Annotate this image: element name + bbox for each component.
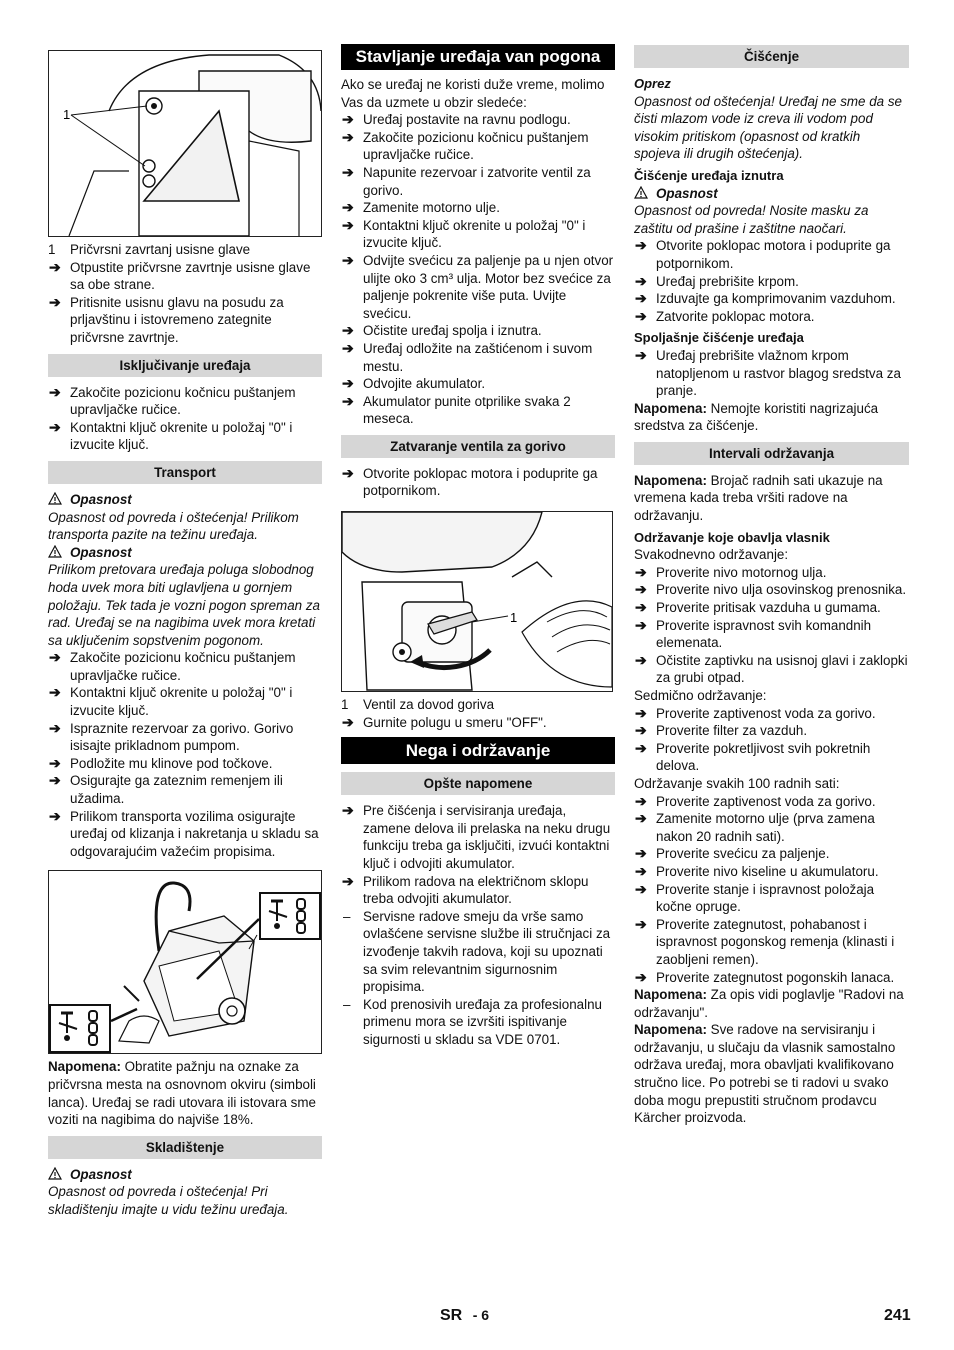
arrow-list-item xyxy=(634,845,909,863)
arrow-right-icon: ➔ xyxy=(49,258,61,275)
arrow-list-item xyxy=(634,740,909,775)
list-item-text: Zakočite pozicionu kočnicu puštanjem upravljačke ručice. xyxy=(70,650,296,683)
list-item-text: Kod prenosivih uređaja za profesionalnu primenu mora se izvršiti ispitivanje sigurnosti u skladu sa VDE 0701. xyxy=(363,996,602,1047)
arrow-list-item xyxy=(634,564,909,582)
list-item-text: Ispraznite rezervoar za gorivo. Gorivo isisajte prikladnom pumpom. xyxy=(70,720,294,754)
weekly-steps xyxy=(634,705,909,775)
arrow-list-item xyxy=(48,294,322,347)
section-title-transport: Transport xyxy=(48,461,322,484)
arrow-right-icon: ➔ xyxy=(342,199,354,216)
arrow-list-item xyxy=(341,322,615,340)
fuel-valve-steps xyxy=(341,465,615,500)
list-item-text: Otvorite poklopac motora i poduprite ga potpornikom. xyxy=(363,465,598,499)
arrow-list-item xyxy=(48,808,322,861)
arrow-list-item xyxy=(48,259,322,294)
caution-label: Oprez xyxy=(634,76,671,91)
list-item-text: Zatvorite poklopac motora. xyxy=(656,308,815,324)
arrow-list-item xyxy=(634,881,909,916)
fig1-legend xyxy=(48,241,322,259)
arrow-list-item xyxy=(634,273,909,291)
arrow-right-icon: ➔ xyxy=(635,704,647,721)
fig2-legend-text: Ventil za dovod goriva xyxy=(363,697,495,713)
storage-warning: Opasnost od povreda i oštećenja! Pri skladištenju imajte u vidu težinu uređaja. xyxy=(48,1184,289,1217)
column-1 xyxy=(48,44,322,1219)
inner-cleaning-title: Čišćenje uređaja iznutra xyxy=(634,167,784,183)
list-item-text: Uređaj postavite na ravnu podlogu. xyxy=(363,112,571,128)
outer-note: Napomena: Nemojte koristiti nagrizajuća sredstva za čišćenje. xyxy=(634,400,879,434)
arrow-list-item xyxy=(341,375,615,393)
fig2-legend xyxy=(341,696,615,714)
list-item-text: Podložite mu klinove pod točkove. xyxy=(70,755,273,771)
arrow-right-icon: ➔ xyxy=(49,772,61,789)
list-item-text: Proverite zaptivenost voda za gorivo. xyxy=(656,793,876,809)
outer-cleaning-title: Spoljašnje čišćenje uređaja xyxy=(634,330,804,346)
arrow-list-item xyxy=(341,217,615,252)
arrow-list-item xyxy=(341,340,615,375)
arrow-list-item xyxy=(634,810,909,845)
arrow-right-icon: ➔ xyxy=(49,418,61,435)
arrow-right-icon: ➔ xyxy=(342,216,354,233)
figure-fuel-valve xyxy=(341,511,613,692)
figure-suction-head xyxy=(48,50,322,237)
list-item-text: Proverite nivo ulja osovinskog prenosnika. xyxy=(656,582,907,598)
arrow-right-icon: ➔ xyxy=(635,862,647,879)
arrow-right-icon: ➔ xyxy=(342,111,354,128)
section-title-decommission: Stavljanje uređaja van pogona xyxy=(341,44,615,70)
arrow-list-item xyxy=(634,290,909,308)
arrow-right-icon: ➔ xyxy=(342,802,354,819)
list-item-text: Akumulator punite otprilike svaka 2 meseca. xyxy=(363,393,571,427)
list-item-text: Proverite nivo motornog ulja. xyxy=(656,564,827,580)
inner-warning: Opasnost od povreda! Nosite masku za zaštitu od prašine i zaštitne naočari. xyxy=(634,203,869,236)
arrow-right-icon: ➔ xyxy=(635,563,647,580)
transport-warning-1: Opasnost od povreda i oštećenja! Prilikom transporta pazite na težinu uređaja. xyxy=(48,509,299,543)
warning-triangle-icon xyxy=(634,186,648,199)
arrow-list-item xyxy=(634,969,909,987)
arrow-right-icon: ➔ xyxy=(342,392,354,409)
list-item-text: Zakočite pozicionu kočnicu puštanjem upravljačke ručice. xyxy=(363,129,589,163)
decommission-steps xyxy=(341,111,615,428)
arrow-right-icon: ➔ xyxy=(635,722,647,739)
fig2-legend-num: 1 xyxy=(341,697,349,713)
fig2-callout: 1 xyxy=(510,610,518,626)
arrow-right-icon: ➔ xyxy=(342,128,354,145)
transport-warning-label-1: Opasnost xyxy=(48,491,322,509)
dash-marker: – xyxy=(343,996,351,1012)
arrow-right-icon: ➔ xyxy=(49,807,61,824)
fuel-valve-illustration xyxy=(342,512,612,691)
arrow-right-icon: ➔ xyxy=(635,346,647,363)
general-arrow-list xyxy=(341,802,615,908)
transport-note: Napomena: Obratite pažnju na oznake za pričvrsna mesta na osnovnom okviru (simboli lanca). Uređaj se radi utovara ili istovara sme voziti na nagibima do najviše 18%. xyxy=(48,1059,316,1128)
arrow-right-icon: ➔ xyxy=(342,322,354,339)
h100-steps xyxy=(634,793,909,987)
list-item-text: Uređaj odložite na zaštićenom i suvom mestu. xyxy=(363,340,593,374)
list-item-text: Gurnite polugu u smeru "OFF". xyxy=(363,714,547,730)
owner-maintenance-title: Održavanje koje obavlja vlasnik xyxy=(634,529,830,545)
list-item-text: Izduvajte ga komprimovanim vazduhom. xyxy=(656,291,896,307)
fuel-valve-steps-2 xyxy=(341,714,615,732)
intro-steps xyxy=(48,259,322,347)
arrow-list-item xyxy=(48,684,322,719)
arrow-right-icon: ➔ xyxy=(49,293,61,310)
daily-steps xyxy=(634,564,909,687)
list-item-text: Uređaj prebrišite krpom. xyxy=(656,273,799,289)
section-title-cleaning: Čišćenje xyxy=(634,45,909,68)
arrow-list-item xyxy=(341,164,615,199)
list-item-text: Prilikom radova na električnom sklopu treba odvojiti akumulator. xyxy=(363,873,589,907)
outer-cleaning-steps xyxy=(634,347,909,400)
arrow-list-item xyxy=(48,772,322,807)
arrow-list-item xyxy=(634,308,909,326)
list-item-text: Proverite zategnutost pogonskih lanaca. xyxy=(656,969,895,985)
list-item-text: Proverite ispravnost svih komandnih elemenata. xyxy=(656,617,872,651)
section-title-storage: Skladištenje xyxy=(48,1136,322,1159)
arrow-right-icon: ➔ xyxy=(635,237,647,254)
off-steps xyxy=(48,384,322,454)
arrow-list-item xyxy=(48,755,322,773)
arrow-right-icon: ➔ xyxy=(342,872,354,889)
section-title-fuel-valve: Zatvaranje ventila za gorivo xyxy=(341,435,615,458)
intervals-note: Napomena: Brojač radnih sati ukazuje na vremena kada treba vršiti radove na održavanju. xyxy=(634,472,883,524)
arrow-list-item xyxy=(341,111,615,129)
weekly-label: Sedmično održavanje: xyxy=(634,688,767,703)
arrow-list-item xyxy=(634,705,909,723)
arrow-right-icon: ➔ xyxy=(635,968,647,985)
arrow-right-icon: ➔ xyxy=(635,599,647,616)
list-item-text: Proverite pokretljivost svih pokretnih delova. xyxy=(656,740,871,774)
arrow-list-item xyxy=(341,129,615,164)
inner-cleaning-steps xyxy=(634,237,909,325)
arrow-list-item xyxy=(48,649,322,684)
arrow-right-icon: ➔ xyxy=(342,251,354,268)
list-item-text: Kontaktni ključ okrenite u položaj "0" i izvucite ključ. xyxy=(70,685,293,719)
list-item-text: Kontaktni ključ okrenite u položaj "0" i izvucite ključ. xyxy=(363,217,586,251)
arrow-list-item xyxy=(341,252,615,322)
note-3: Napomena: Sve radove na servisiranju i održavanju, u slučaju da vlasnik samostalno održava uređaj, mora obavljati kvalifikovano stručno lice. Po potrebi se ti radovi u svako doba mogu prepustiti stručnom prodavcu Kärcher proizvoda. xyxy=(634,1022,896,1126)
section-title-general: Opšte napomene xyxy=(341,772,615,795)
list-item-text: Odvojite akumulator. xyxy=(363,376,486,392)
arrow-list-item xyxy=(634,722,909,740)
arrow-list-item xyxy=(341,873,615,908)
list-item-text: Proverite zategnutost, pohabanost i ispravnost pogonskog remenja (klinasti i zaobljeni remen). xyxy=(656,916,895,967)
arrow-list-item xyxy=(634,652,909,687)
list-item-text: Odvijte svećicu za paljenje pa u njen otvor ulijte oko 3 cm³ ulja. Motor bez svećice za paljenje pokrenite više puta. Uvijte svećicu. xyxy=(363,252,614,321)
fig1-legend-text: Pričvrsni zavrtanj usisne glave xyxy=(70,242,251,257)
arrow-right-icon: ➔ xyxy=(635,845,647,862)
section-title-intervals: Intervali održavanja xyxy=(634,442,909,465)
arrow-list-item xyxy=(341,465,615,500)
list-item-text: Proverite nivo kiseline u akumulatoru. xyxy=(656,863,879,879)
list-item-text: Pre čišćenja i servisiranja uređaja, zamene delova ili prelaska na neku drugu funkciju treba ga isključiti, izvući kontaktni ključ i odvojiti akumulator. xyxy=(363,803,611,872)
arrow-list-item xyxy=(634,863,909,881)
list-item-text: Zamenite motorno ulje (prva zamena nakon 20 radnih sati). xyxy=(656,811,875,844)
list-item-text: Napunite rezervoar i zatvorite ventil za gorivo. xyxy=(363,164,591,198)
list-item-text: Servisne radove smeju da vrše samo ovlašćene servisne službe ili stručnjaci za izvođenje takvih radova, koji su upoznati sa svim relevantnim sigurnosnim propisima. xyxy=(363,908,611,995)
arrow-right-icon: ➔ xyxy=(635,739,647,756)
list-item-text: Kontaktni ključ okrenite u položaj "0" i izvucite ključ. xyxy=(70,419,293,453)
arrow-right-icon: ➔ xyxy=(635,810,647,827)
caution-text: Opasnost od oštećenja! Uređaj ne sme da se čisti mlazom vode iz creva ili vodom pod visokim pritiskom (opasnost od kratkih spojeva ili drugih oštećenja). xyxy=(634,93,902,162)
list-item-text: Zakočite pozicionu kočnicu puštanjem upravljačke ručice. xyxy=(70,384,296,418)
inner-warning-label: Opasnost xyxy=(634,185,909,203)
storage-warning-label: Opasnost xyxy=(48,1166,322,1184)
list-item-text: Pritisnite usisnu glavu na posudu za prljavštinu i istovremeno zategnite pričvrsne zavrtnje. xyxy=(70,294,284,345)
arrow-right-icon: ➔ xyxy=(342,375,354,392)
dash-marker: – xyxy=(343,908,351,924)
arrow-right-icon: ➔ xyxy=(49,649,61,666)
arrow-right-icon: ➔ xyxy=(635,307,647,324)
warning-triangle-icon xyxy=(48,1167,62,1180)
list-item-text: Očistite uređaj spolja i iznutra. xyxy=(363,323,542,339)
arrow-list-item xyxy=(634,793,909,811)
arrow-right-icon: ➔ xyxy=(342,163,354,180)
arrow-list-item xyxy=(341,802,615,872)
machine-chain-symbols-illustration xyxy=(49,871,321,1053)
arrow-list-item xyxy=(634,916,909,969)
arrow-list-item xyxy=(48,384,322,419)
arrow-list-item xyxy=(48,419,322,454)
decommission-intro: Ako se uređaj ne koristi duže vreme, molimo Vas da uzmete u obzir sledeće: xyxy=(341,77,605,110)
fig1-legend-num: 1 xyxy=(48,242,56,257)
h100-label: Održavanje svakih 100 radnih sati: xyxy=(634,775,840,791)
transport-warning-2: Prilikom pretovara uređaja poluga slobodnog hoda uvek mora biti uglavljena u gornjem položaju. Tek tada je vozni pogon spreman za rad. Uređaj se na nagibima uvek mora kretati sa uključenim sopstvenim pogonom. xyxy=(48,562,320,648)
figure-tie-down-points xyxy=(48,870,322,1054)
list-item-text: Zamenite motorno ulje. xyxy=(363,200,500,216)
warning-triangle-icon xyxy=(48,545,62,558)
arrow-right-icon: ➔ xyxy=(635,581,647,598)
dash-list-item xyxy=(341,996,615,1049)
warning-triangle-icon xyxy=(48,492,62,505)
list-item-text: Proverite zaptivenost voda za gorivo. xyxy=(656,705,876,721)
dash-list-item xyxy=(341,908,615,996)
list-item-text: Proverite pritisak vazduha u gumama. xyxy=(656,600,881,616)
arrow-right-icon: ➔ xyxy=(49,684,61,701)
footer-language-page xyxy=(440,1307,489,1325)
arrow-list-item xyxy=(634,237,909,272)
arrow-list-item xyxy=(341,714,615,732)
arrow-right-icon: ➔ xyxy=(635,272,647,289)
arrow-right-icon: ➔ xyxy=(49,719,61,736)
list-item-text: Otpustite pričvrsne zavrtnje usisne glave sa obe strane. xyxy=(70,259,311,293)
arrow-right-icon: ➔ xyxy=(342,339,354,356)
footer-page-local: - 6 xyxy=(472,1307,490,1323)
note-2: Napomena: Za opis vidi poglavlje "Radovi na održavanju". xyxy=(634,987,904,1020)
footer-page-number: 241 xyxy=(884,1307,911,1324)
arrow-right-icon: ➔ xyxy=(635,915,647,932)
list-item-text: Očistite zaptivku na usisnoj glavi i zaklopki za grubi otpad. xyxy=(656,652,908,686)
section-title-off: Isključivanje uređaja xyxy=(48,354,322,377)
arrow-right-icon: ➔ xyxy=(49,754,61,771)
list-item-text: Uređaj prebrišite vlažnom krpom natopljenom u rastvor blagog sredstva za pranje. xyxy=(656,347,901,399)
arrow-right-icon: ➔ xyxy=(635,651,647,668)
arrow-right-icon: ➔ xyxy=(635,290,647,307)
arrow-list-item xyxy=(634,347,909,400)
fig1-callout: 1 xyxy=(63,107,71,122)
arrow-right-icon: ➔ xyxy=(342,713,354,730)
arrow-list-item xyxy=(634,599,909,617)
list-item-text: Osigurajte ga zateznim remenjem ili užadima. xyxy=(70,773,283,807)
suction-head-illustration xyxy=(49,51,321,236)
section-title-care: Nega i održavanje xyxy=(341,737,615,764)
arrow-list-item xyxy=(634,617,909,652)
list-item-text: Proverite svećicu za paljenje. xyxy=(656,846,830,862)
column-2 xyxy=(341,44,615,1049)
arrow-right-icon: ➔ xyxy=(342,464,354,481)
arrow-list-item xyxy=(48,720,322,755)
arrow-right-icon: ➔ xyxy=(635,880,647,897)
arrow-list-item xyxy=(341,393,615,428)
arrow-right-icon: ➔ xyxy=(49,383,61,400)
footer-lang: SR xyxy=(440,1307,463,1324)
list-item-text: Otvorite poklopac motora i poduprite ga potpornikom. xyxy=(656,238,891,271)
list-item-text: Prilikom transporta vozilima osigurajte uređaj od klizanja i nakretanja u skladu sa odgovarajućim važećim propisima. xyxy=(70,808,319,859)
arrow-list-item xyxy=(341,199,615,217)
list-item-text: Proverite filter za vazduh. xyxy=(656,723,808,739)
daily-label: Svakodnevno održavanje: xyxy=(634,547,789,563)
transport-warning-label-2: Opasnost xyxy=(48,544,322,562)
column-3 xyxy=(634,44,909,1127)
arrow-right-icon: ➔ xyxy=(635,792,647,809)
transport-steps xyxy=(48,649,322,860)
arrow-list-item xyxy=(634,581,909,599)
list-item-text: Proverite stanje i ispravnost položaja kočne opruge. xyxy=(656,881,875,915)
general-dash-list xyxy=(341,908,615,1049)
arrow-right-icon: ➔ xyxy=(635,616,647,633)
